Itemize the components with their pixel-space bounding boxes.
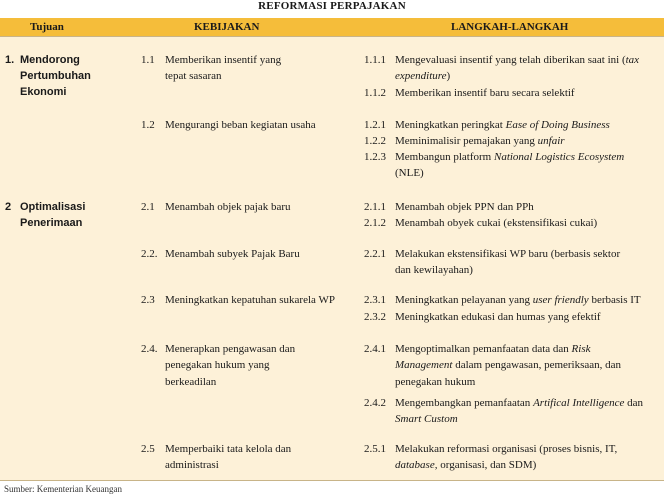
policy-2-1-line1: Menambah objek pajak baru	[165, 201, 291, 213]
policy-2-5-number: 2.5	[141, 443, 155, 455]
policy-2-5-line1: Memperbaiki tata kelola dan	[165, 443, 292, 455]
policy-2-4-line1: Menerapkan pengawasan dan	[165, 343, 296, 355]
policy-2-3-number: 2.3	[141, 294, 155, 306]
step-1-1-1-line2: expenditure)	[395, 70, 451, 82]
step-2-2-1-number: 2.2.1	[364, 248, 386, 260]
step-2-1-2-text: Menambah obyek cukai (ekstensifikasi cukai)	[395, 217, 598, 229]
policy-2-4-number: 2.4.	[141, 343, 158, 355]
step-1-2-3-line1: Membangun platform National Logistics Ecosystem	[395, 151, 625, 163]
step-2-5-1-line2: database, organisasi, dan SDM)	[395, 459, 537, 471]
step-2-4-1-line2: Management dalam pengawasan, pemeriksaan, dan	[395, 359, 622, 371]
step-2-3-2-number: 2.3.2	[364, 311, 386, 323]
step-2-5-1-line1: Melakukan reformasi organisasi (proses bisnis, IT,	[395, 443, 618, 455]
step-2-1-1-number: 2.1.1	[364, 201, 386, 213]
step-1-1-1-number: 1.1.1	[364, 54, 386, 66]
step-2-4-1-line1: Mengoptimalkan pemanfaatan data dan Risk	[395, 343, 591, 355]
policy-2-4-line3: berkeadilan	[165, 376, 217, 388]
step-2-3-1-text: Meningkatkan pelayanan yang user friendly berbasis IT	[395, 294, 641, 306]
policy-1-1-number: 1.1	[141, 54, 155, 66]
step-2-5-1-number: 2.5.1	[364, 443, 386, 455]
policy-1-1-line2: tepat sasaran	[165, 70, 222, 82]
step-2-3-2-text: Meningkatkan edukasi dan humas yang efektif	[395, 311, 601, 323]
step-2-4-1-line3: penegakan hukum	[395, 376, 476, 388]
step-1-2-3-line2: (NLE)	[395, 167, 424, 179]
step-1-2-1-text: Meningkatkan peringkat Ease of Doing Business	[395, 119, 610, 131]
policy-2-1-number: 2.1	[141, 201, 155, 213]
goal-2-line1: Optimalisasi	[20, 201, 86, 213]
header-langkah: LANGKAH-LANGKAH	[451, 21, 569, 33]
step-2-2-1-line1: Melakukan ekstensifikasi WP baru (berbasis sektor	[395, 248, 621, 260]
goal-1-line1: Mendorong	[20, 54, 80, 66]
step-1-1-2-number: 1.1.2	[364, 87, 386, 99]
goal-1-line2: Pertumbuhan	[20, 70, 91, 82]
policy-2-4-line2: penegakan hukum yang	[165, 359, 270, 371]
step-2-4-2-line1: Mengembangkan pemanfaatan Artifical Intelligence dan	[395, 397, 644, 409]
header-divider	[0, 36, 664, 37]
step-1-2-2-number: 1.2.2	[364, 135, 386, 147]
policy-2-2-line1: Menambah subyek Pajak Baru	[165, 248, 300, 260]
step-2-2-1-line2: dan kewilayahan)	[395, 264, 473, 276]
step-2-4-1-number: 2.4.1	[364, 343, 386, 355]
step-2-1-1-text: Menambah objek PPN dan PPh	[395, 201, 534, 213]
table-header-row	[0, 18, 664, 36]
policy-1-2-line1: Mengurangi beban kegiatan usaha	[165, 119, 316, 131]
header-kebijakan: KEBIJAKAN	[194, 21, 260, 33]
goal-2-line2: Penerimaan	[20, 217, 83, 229]
header-tujuan: Tujuan	[30, 21, 64, 33]
step-1-2-3-number: 1.2.3	[364, 151, 386, 163]
policy-1-2-number: 1.2	[141, 119, 155, 131]
step-1-1-2-text: Memberikan insentif baru secara selektif	[395, 87, 575, 99]
policy-2-3-line1: Meningkatkan kepatuhan sukarela WP	[165, 294, 335, 306]
table-title: REFORMASI PERPAJAKAN	[258, 0, 406, 12]
policy-2-2-number: 2.2.	[141, 248, 158, 260]
step-1-1-1-line1: Mengevaluasi insentif yang telah diberikan saat ini (tax	[395, 54, 640, 66]
goal-1-line3: Ekonomi	[20, 86, 67, 98]
goal-1-number: 1.	[5, 54, 15, 66]
source-note: Sumber: Kementerian Keuangan	[4, 484, 122, 494]
step-2-1-2-number: 2.1.2	[364, 217, 386, 229]
step-2-4-2-number: 2.4.2	[364, 397, 386, 409]
step-1-2-1-number: 1.2.1	[364, 119, 386, 131]
step-2-4-2-line2: Smart Custom	[395, 413, 458, 425]
step-1-2-2-text: Meminimalisir pemajakan yang unfair	[395, 135, 565, 147]
policy-1-1-line1: Memberikan insentif yang	[165, 54, 282, 66]
goal-2-number: 2	[5, 201, 12, 213]
step-2-3-1-number: 2.3.1	[364, 294, 386, 306]
bottom-rule	[0, 480, 664, 481]
policy-2-5-line2: administrasi	[165, 459, 219, 471]
